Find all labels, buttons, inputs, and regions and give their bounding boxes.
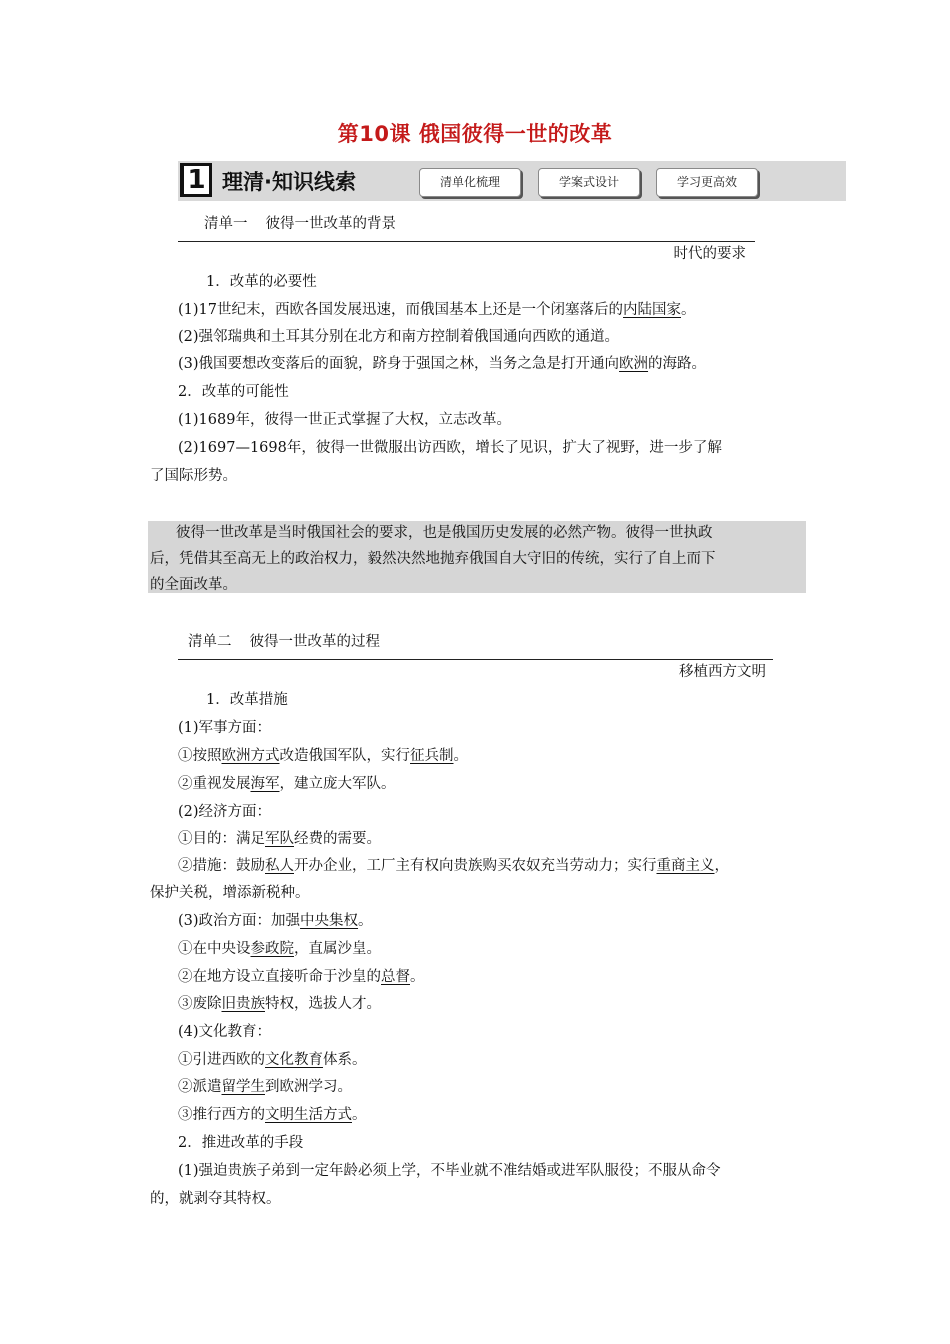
means-item1-line2: 的，就剥夺其特权。 xyxy=(150,1191,281,1207)
culture-item2: ②派遣留学生到欧洲学习。 xyxy=(178,1079,352,1095)
list1-label: 清单一 xyxy=(204,216,248,232)
underlined-term: 参政院 xyxy=(250,941,294,957)
list1-s2-p2-line2: 了国际形势。 xyxy=(150,468,237,484)
list1-header xyxy=(204,212,396,233)
list1-s1-p3: (3)俄国要想改变落后的面貌，跻身于强国之林，当务之急是打开通向欧洲的海路。 xyxy=(178,356,707,372)
list1-s2-p1: (1)1689年，彼得一世正式掌握了大权，立志改革。 xyxy=(178,412,511,428)
underlined-term: 中央集权 xyxy=(300,913,359,929)
banner-number-badge: 1 xyxy=(180,163,212,197)
economy-item2-line2: 保护关税，增添新税种。 xyxy=(150,885,310,901)
list1-s1-title: 1．改革的必要性 xyxy=(206,274,317,290)
politics-title: (3)政治方面：加强中央集权。 xyxy=(178,913,373,929)
politics-item1: ①在中央设参政院，直属沙皇。 xyxy=(178,941,381,957)
summary-line1: 彼得一世改革是当时俄国社会的要求，也是俄国历史发展的必然产物。彼得一世执政 xyxy=(176,525,713,541)
list2-label: 清单二 xyxy=(188,634,232,650)
list1-s1-p1: (1)17世纪末，西欧各国发展迅速，而俄国基本上还是一个闭塞落后的内陆国家。 xyxy=(178,302,696,318)
underlined-term: 留学生 xyxy=(221,1079,265,1095)
underlined-term: 欧洲方式 xyxy=(221,748,280,764)
underlined-term: 文明生活方式 xyxy=(265,1107,352,1123)
economy-item1: ①目的：满足军队经费的需要。 xyxy=(178,831,381,847)
list1-s2-p2-line1: (2)1697—1698年，彼得一世微服出访西欧，增长了见识，扩大了视野，进一步了解 xyxy=(178,440,722,456)
summary-line3: 的全面改革。 xyxy=(150,577,237,593)
list2-measures-title: 1．改革措施 xyxy=(206,692,288,708)
underlined-term: 海军 xyxy=(250,776,280,792)
means-title: 2．推进改革的手段 xyxy=(178,1135,304,1151)
underlined-term: 重商主义 xyxy=(656,858,715,874)
list2-side-note: 移植西方文明 xyxy=(679,664,766,680)
economy-item2-line1: ②措施：鼓励私人开办企业，工厂主有权向贵族购买农奴充当劳动力；实行重商主义， xyxy=(178,858,729,874)
culture-item3: ③推行西方的文明生活方式。 xyxy=(178,1107,367,1123)
underlined-term: 军队 xyxy=(265,831,294,847)
politics-item2: ②在地方设立直接听命于沙皇的总督。 xyxy=(178,969,425,985)
section-banner xyxy=(178,161,846,201)
tag-efficiency: 学习更高效 xyxy=(656,168,758,197)
list2-header xyxy=(188,630,380,651)
list1-s2-title: 2．改革的可能性 xyxy=(178,384,289,400)
page-title: 第10课 俄国彼得一世的改革 xyxy=(337,122,613,146)
tag-checklist: 清单化梳理 xyxy=(419,168,521,197)
underlined-term: 内陆国家 xyxy=(623,302,681,318)
list1-s1-p2: (2)强邻瑞典和土耳其分别在北方和南方控制着俄国通向西欧的通道。 xyxy=(178,329,620,345)
underlined-term: 总督 xyxy=(381,969,410,985)
military-title: (1)军事方面： xyxy=(178,720,272,736)
list1-heading: 彼得一世改革的背景 xyxy=(265,216,396,232)
underlined-term: 文化教育 xyxy=(265,1052,323,1068)
culture-item1: ①引进西欧的文化教育体系。 xyxy=(178,1052,367,1068)
means-item1-line1: (1)强迫贵族子弟到一定年龄必须上学，不毕业就不准结婚或进军队服役；不服从命令 xyxy=(178,1163,721,1179)
tag-design: 学案式设计 xyxy=(538,168,640,197)
banner-title: 理清·知识线索 xyxy=(222,170,356,194)
economy-title: (2)经济方面： xyxy=(178,804,272,820)
underlined-term: 私人 xyxy=(265,858,294,874)
summary-box xyxy=(148,521,806,593)
list2-heading: 彼得一世改革的过程 xyxy=(249,634,380,650)
underlined-term: 征兵制 xyxy=(410,748,454,764)
politics-item3: ③废除旧贵族特权，选拔人才。 xyxy=(178,996,381,1012)
underlined-term: 旧贵族 xyxy=(221,996,265,1012)
military-item1: ①按照欧洲方式改造俄国军队，实行征兵制。 xyxy=(178,748,468,764)
culture-title: (4)文化教育： xyxy=(178,1024,272,1040)
summary-line2: 后，凭借其至高无上的政治权力，毅然决然地抛弃俄国自大守旧的传统，实行了自上而下 xyxy=(150,551,716,567)
military-item2: ②重视发展海军，建立庞大军队。 xyxy=(178,776,396,792)
list1-side-note: 时代的要求 xyxy=(673,246,746,262)
underlined-term: 欧洲 xyxy=(619,356,649,372)
